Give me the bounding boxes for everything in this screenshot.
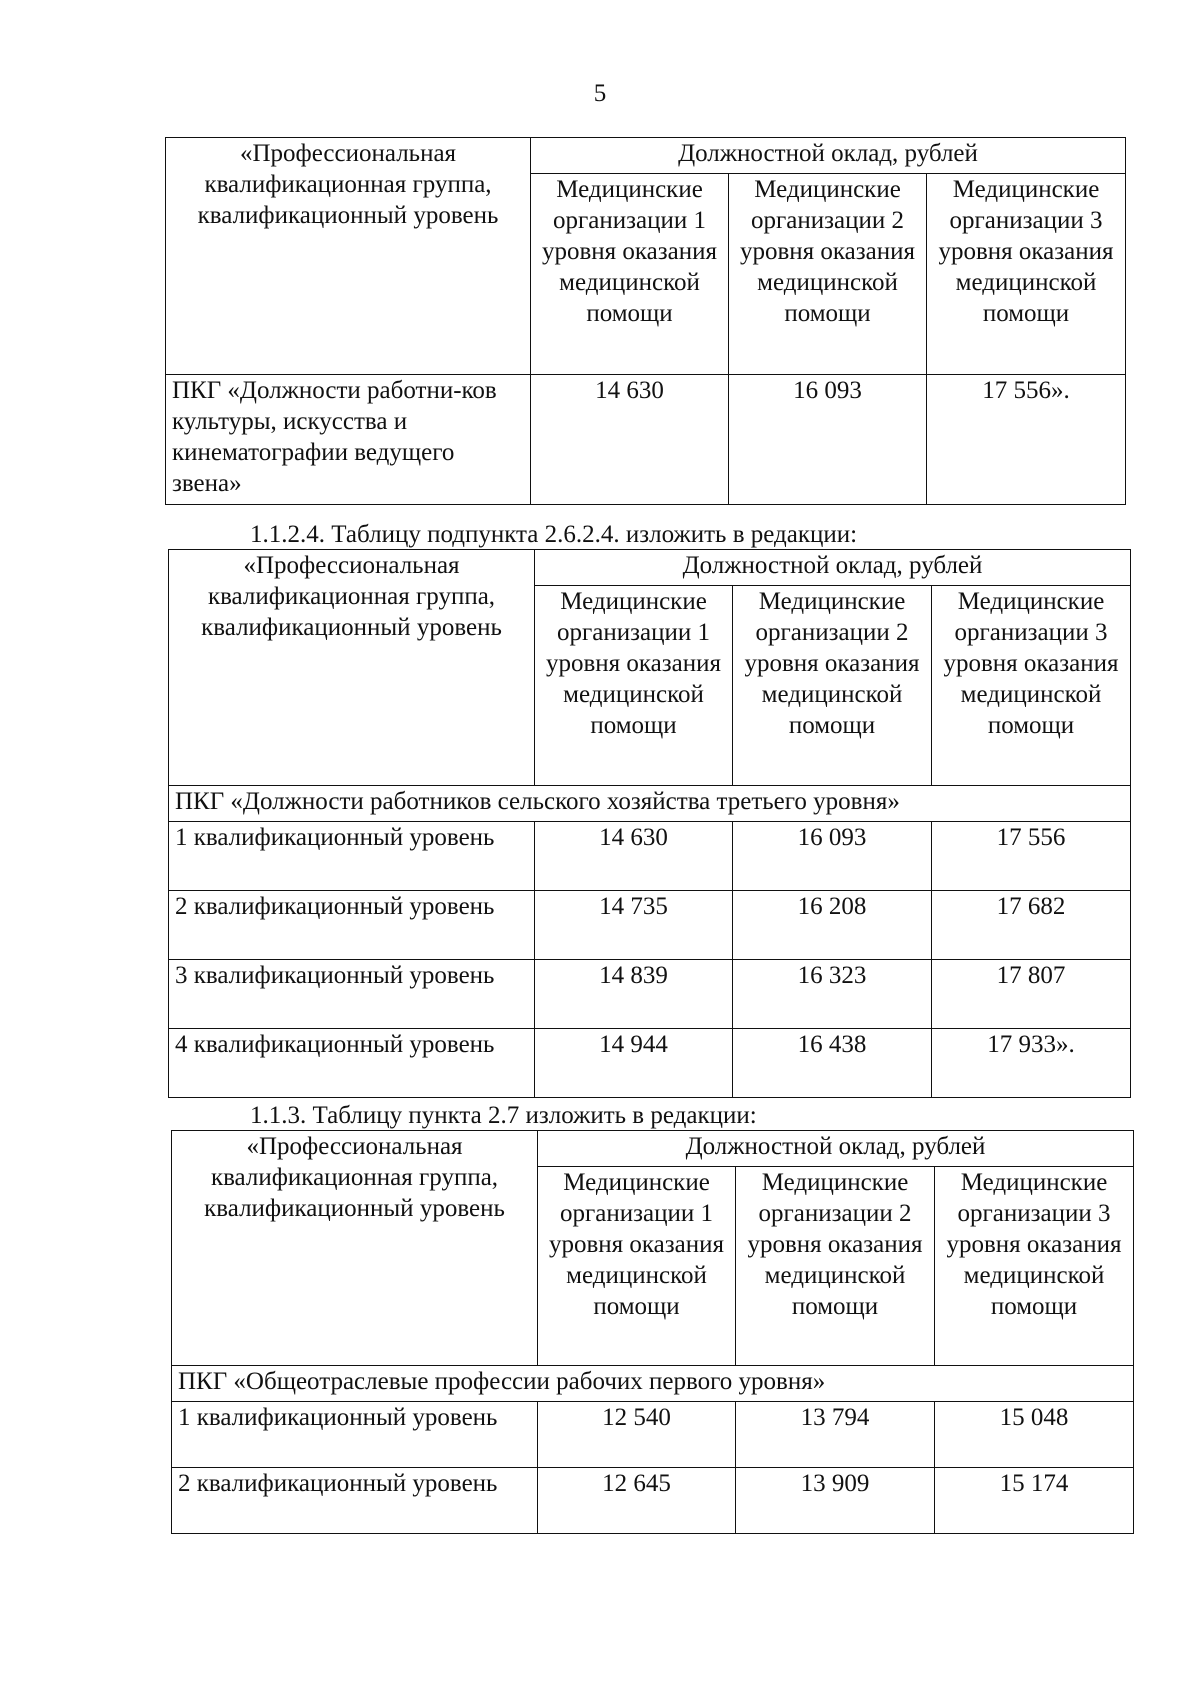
- header-col-level2: Медицинские организации 2 уровня оказания медицинской помощи: [729, 174, 927, 375]
- table-row: [169, 960, 1131, 1029]
- table-row-name: ПКГ «Должности работни-ков культуры, искусства и кинематографии ведущего звена»: [166, 375, 531, 505]
- header-salary-label: Должностной оклад, рублей: [531, 138, 1126, 174]
- salary-value-level3: 17 933».: [987, 1031, 1075, 1058]
- header-col-level3: Медицинские организации 3 уровня оказания медицинской помощи: [932, 586, 1131, 786]
- row-name: 2 квалификационный уровень: [172, 1468, 538, 1534]
- row-name: 2 квалификационный уровень: [169, 891, 535, 960]
- table-row: [172, 1402, 1134, 1468]
- salary-value-level1: 14 735: [599, 893, 668, 920]
- salary-value-level3: 15 048: [999, 1404, 1069, 1431]
- row-name: 3 квалификационный уровень: [169, 960, 535, 1029]
- header-group-label: «Профессиональная квалификационная группа, квалификационный уровень: [172, 1131, 538, 1366]
- table-row: [169, 1029, 1131, 1098]
- salary-value-level1: 12 540: [602, 1404, 671, 1431]
- header-col-level1: Медицинские организации 1 уровня оказания медицинской помощи: [535, 586, 733, 786]
- salary-value-level3: 17 682: [996, 893, 1066, 920]
- salary-value-level1: 14 839: [599, 962, 668, 989]
- table-group-row: ПКГ «Должности работников сельского хозяйства третьего уровня»: [169, 786, 1131, 822]
- salary-value-level1: 12 645: [602, 1470, 671, 1497]
- salary-value-level2: 13 794: [800, 1404, 870, 1431]
- header-salary-label: Должностной оклад, рублей: [535, 550, 1131, 586]
- header-col-level2: Медицинские организации 2 уровня оказания медицинской помощи: [736, 1167, 935, 1366]
- header-group-label: «Профессиональная квалификационная группа, квалификационный уровень: [169, 550, 535, 786]
- table-row: [169, 891, 1131, 960]
- row-name: 1 квалификационный уровень: [169, 822, 535, 891]
- salary-value-level2: 16 438: [797, 1031, 867, 1058]
- salary-value-level3: 15 174: [999, 1470, 1069, 1497]
- paragraph-1-1-2-4: 1.1.2.4. Таблицу подпункта 2.6.2.4. изложить в редакции:: [250, 521, 858, 548]
- row-name: 1 квалификационный уровень: [172, 1402, 538, 1468]
- salary-value-level1: 14 630: [599, 824, 668, 851]
- salary-value-level2: 16 323: [797, 962, 867, 989]
- salary-value-level1: 14 630: [595, 377, 664, 404]
- salary-table-culture: [165, 137, 1126, 505]
- paragraph-1-1-3: 1.1.3. Таблицу пункта 2.7 изложить в редакции:: [250, 1102, 757, 1129]
- salary-table-agriculture: [168, 549, 1131, 1098]
- salary-value-level2: 13 909: [800, 1470, 870, 1497]
- salary-value-level2: 16 093: [793, 377, 862, 404]
- salary-value-level3: 17 556».: [982, 377, 1070, 404]
- header-col-level2: Медицинские организации 2 уровня оказания медицинской помощи: [733, 586, 932, 786]
- header-salary-label: Должностной оклад, рублей: [538, 1131, 1134, 1167]
- table-row: [172, 1468, 1134, 1534]
- salary-table-workers: [171, 1130, 1134, 1534]
- row-name: 4 квалификационный уровень: [169, 1029, 535, 1098]
- table-group-row: ПКГ «Общеотраслевые профессии рабочих первого уровня»: [172, 1366, 1134, 1402]
- header-col-level1: Медицинские организации 1 уровня оказания медицинской помощи: [538, 1167, 736, 1366]
- salary-value-level3: 17 807: [996, 962, 1066, 989]
- table-row: [169, 822, 1131, 891]
- header-group-label: «Профессиональная квалификационная группа, квалификационный уровень: [166, 138, 531, 375]
- header-col-level1: Медицинские организации 1 уровня оказания медицинской помощи: [531, 174, 729, 375]
- salary-value-level1: 14 944: [599, 1031, 668, 1058]
- salary-value-level2: 16 208: [797, 893, 867, 920]
- salary-value-level2: 16 093: [797, 824, 867, 851]
- header-col-level3: Медицинские организации 3 уровня оказания медицинской помощи: [935, 1167, 1134, 1366]
- page-number: 5: [593, 80, 607, 107]
- salary-value-level3: 17 556: [996, 824, 1066, 851]
- header-col-level3: Медицинские организации 3 уровня оказания медицинской помощи: [927, 174, 1126, 375]
